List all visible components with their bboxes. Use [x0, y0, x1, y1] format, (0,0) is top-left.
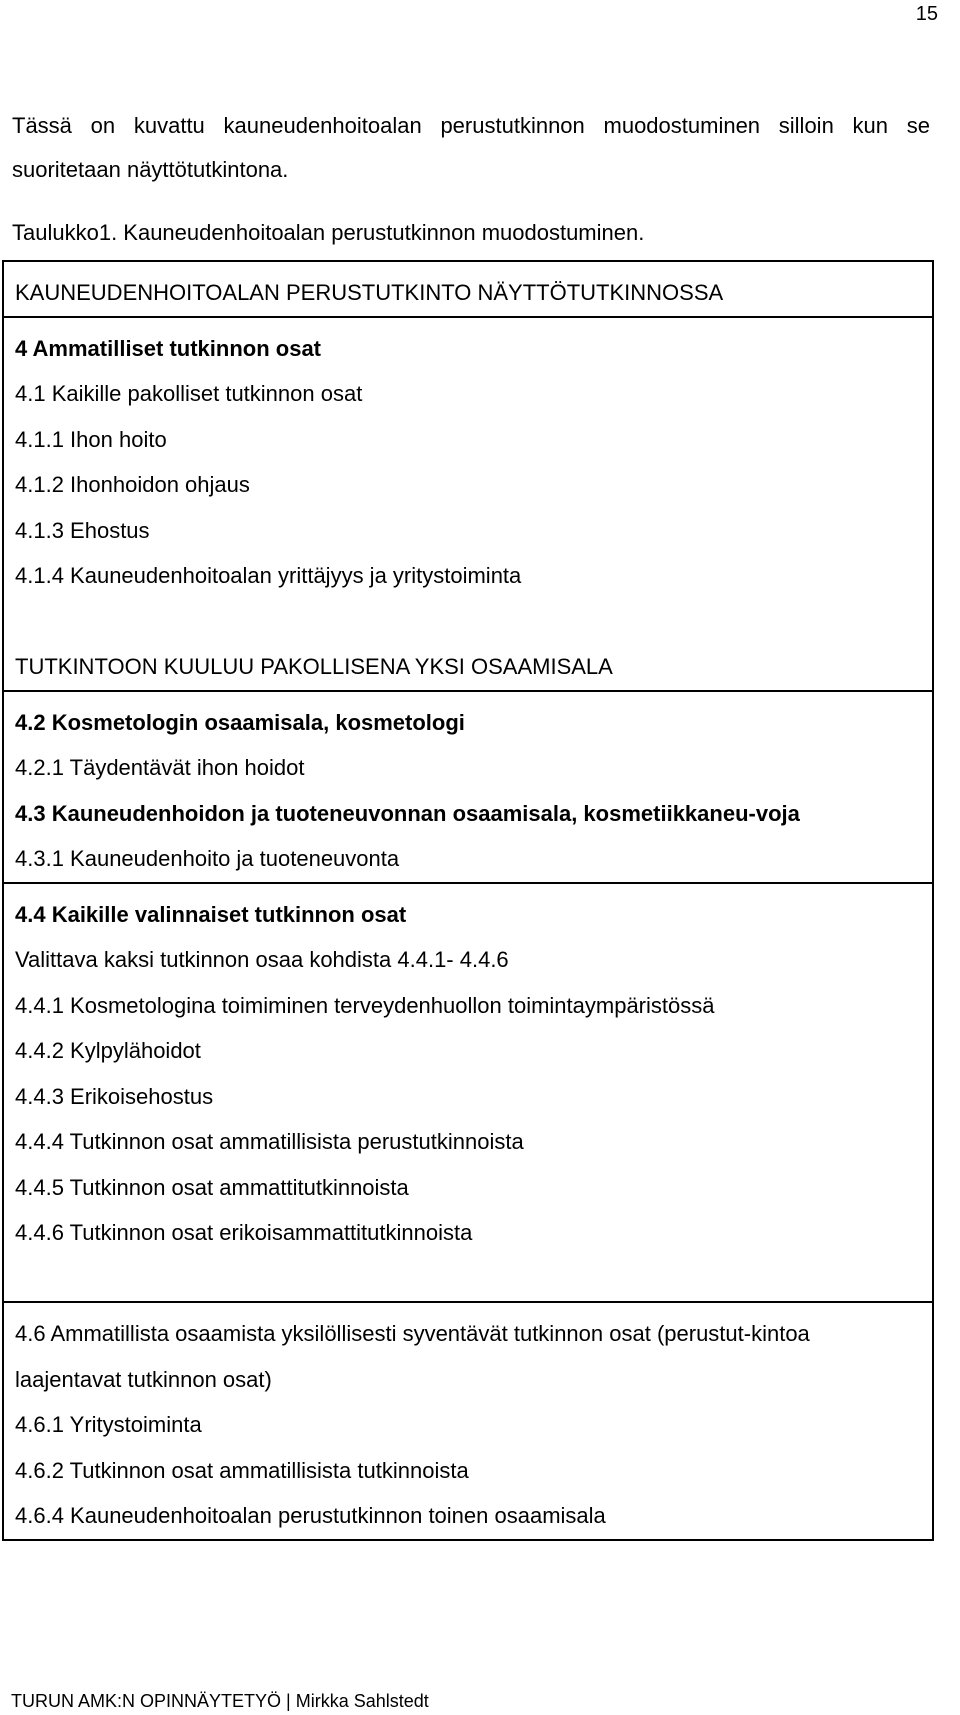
list-item: 4.6.1 Yritystoiminta: [15, 1412, 202, 1437]
page-footer: TURUN AMK:N OPINNÄYTETYÖ | Mirkka Sahlstedt: [11, 1691, 429, 1711]
list-item: 4.1.3 Ehostus: [15, 517, 150, 543]
section-note: Valittava kaksi tutkinnon osaa kohdista 4.4.1- 4.4.6: [15, 947, 509, 972]
section-title: 4.3 Kauneudenhoidon ja tuoteneuvonnan osaamisala, kosmetiikkaneu-voja: [15, 800, 800, 826]
list-item: 4.2.1 Täydentävät ihon hoidot: [15, 755, 305, 780]
table-row: [3, 317, 933, 691]
table-cell: [3, 883, 933, 1303]
list-item: 4.6.4 Kauneudenhoitoalan perustutkinnon toinen osaamisala: [15, 1503, 606, 1528]
list-item: 4.4.1 Kosmetologina toimiminen terveydenhuollon toimintaympäristössä: [15, 992, 715, 1018]
table-cell: [3, 691, 933, 883]
list-item: 4.4.3 Erikoisehostus: [15, 1083, 214, 1109]
table-heading: KAUNEUDENHOITOALAN PERUSTUTKINTO NÄYTTÖTUTKINNOSSA: [15, 280, 724, 305]
list-item: 4.4.5 Tutkinnon osat ammattitutkinnoista: [15, 1174, 409, 1200]
subsection-title: 4.1 Kaikille pakolliset tutkinnon osat: [15, 381, 363, 406]
section-heading: TUTKINTOON KUULUU PAKOLLISENA YKSI OSAAMISALA: [15, 654, 613, 679]
section-title: 4.6 Ammatillista osaamista yksilöllisesti syventävät tutkinnon osat (perustut-kintoa laajentavat tutkinnon osat): [15, 1321, 810, 1392]
list-item: 4.1.1 Ihon hoito: [15, 426, 167, 452]
table-row: [3, 883, 933, 1303]
intro-paragraph: Tässä on kuvattu kauneudenhoitoalan perustutkinnon muodostuminen silloin kun se suoritetaan näyttötutkintona.: [12, 113, 930, 182]
list-item: 4.4.6 Tutkinnon osat erikoisammattitutkinnoista: [15, 1220, 473, 1245]
list-item: 4.6.2 Tutkinnon osat ammatillisista tutkinnoista: [15, 1457, 469, 1483]
spacer: [15, 1256, 921, 1302]
table-row: [3, 261, 933, 317]
table-cell: [3, 261, 933, 317]
section-title: 4.2 Kosmetologin osaamisala, kosmetologi: [15, 709, 465, 735]
degree-structure-table: [2, 260, 934, 1541]
list-item: 4.4.2 Kylpylähoidot: [15, 1038, 201, 1063]
table-caption: Taulukko1. Kauneudenhoitoalan perustutkinnon muodostuminen.: [12, 220, 645, 245]
page-number: 15: [915, 3, 938, 25]
list-item: 4.4.4 Tutkinnon osat ammatillisista perustutkinnoista: [15, 1129, 524, 1154]
list-item: 4.1.2 Ihonhoidon ohjaus: [15, 472, 250, 497]
table-row: [3, 1302, 933, 1540]
list-item: 4.1.4 Kauneudenhoitoalan yrittäjyys ja yritystoiminta: [15, 563, 522, 588]
list-item: 4.3.1 Kauneudenhoito ja tuoteneuvonta: [15, 846, 400, 871]
table-cell: [3, 1302, 933, 1540]
section-title: 4 Ammatilliset tutkinnon osat: [15, 335, 322, 361]
spacer: [15, 599, 921, 645]
section-title: 4.4 Kaikille valinnaiset tutkinnon osat: [15, 901, 407, 927]
table-row: [3, 691, 933, 883]
table-cell: [3, 317, 933, 691]
